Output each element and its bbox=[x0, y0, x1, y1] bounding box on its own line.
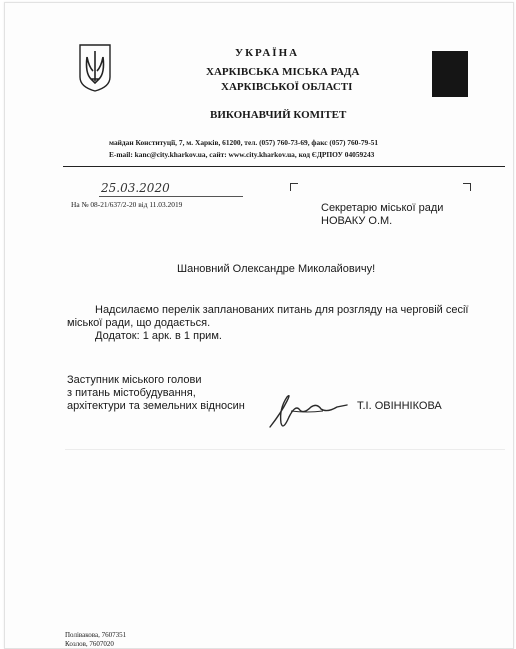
attachment-note: Додаток: 1 арк. в 1 прим. bbox=[95, 330, 222, 342]
recipient-name: НОВАКУ О.М. bbox=[321, 215, 393, 227]
letter-page bbox=[4, 2, 514, 649]
corner-mark-right-icon bbox=[463, 183, 471, 191]
council-name-line2: ХАРКІВСЬКОЇ ОБЛАСТІ bbox=[221, 81, 353, 93]
signatory-position-line3: архітектури та земельних відносин bbox=[67, 400, 245, 412]
signatory-position-line1: Заступник міського голови bbox=[67, 374, 202, 386]
date-handwritten: 25.03.2020 bbox=[101, 181, 170, 195]
date-underline bbox=[99, 196, 243, 197]
signatory-position-line2: з питань містобудування, bbox=[67, 387, 196, 399]
header-divider bbox=[63, 166, 505, 167]
country-title: УКРАЇНА bbox=[235, 47, 300, 59]
body-paragraph-line2: міської ради, що додається. bbox=[67, 317, 211, 329]
executor-line1: Полівакова, 7607351 bbox=[65, 631, 127, 639]
body-paragraph-line1: Надсилаємо перелік запланованих питань для розгляду на черговій сесії bbox=[95, 304, 469, 316]
stamp-image bbox=[432, 51, 468, 97]
fold-line bbox=[65, 449, 505, 450]
executor-line2: Козлов, 7607020 bbox=[65, 640, 114, 648]
coat-of-arms-icon bbox=[78, 43, 112, 93]
greeting: Шановний Олександре Миколайовичу! bbox=[177, 263, 376, 275]
council-name-line1: ХАРКІВСЬКА МІСЬКА РАДА bbox=[206, 66, 360, 78]
address-line: майдан Конституції, 7, м. Харків, 61200, тел. (057) 760-73-69, факс (057) 760-79-51 bbox=[109, 138, 379, 147]
signatory-name: Т.І. ОВІННІКОВА bbox=[357, 400, 442, 412]
reference-line: На № 08-21/637/2-20 від 11.03.2019 bbox=[71, 200, 183, 209]
recipient-position: Секретарю міської ради bbox=[321, 202, 444, 214]
committee-title: ВИКОНАВЧИЙ КОМІТЕТ bbox=[210, 109, 347, 121]
signature-image bbox=[267, 387, 349, 433]
contacts-line: E-mail: kanc@city.kharkov.ua, сайт: www.city.kharkov.ua, код ЄДРПОУ 04059243 bbox=[109, 150, 375, 159]
corner-mark-left-icon bbox=[290, 183, 298, 191]
